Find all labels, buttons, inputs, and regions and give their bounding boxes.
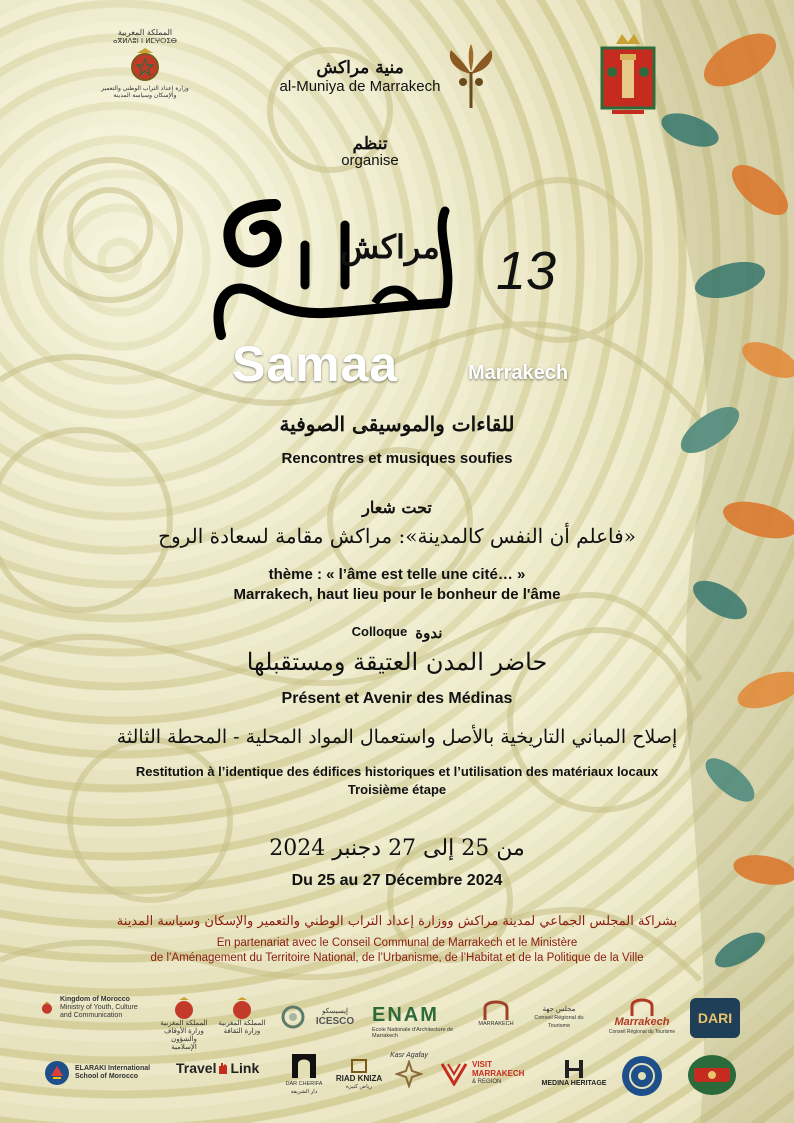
- sponsor-enam: [372, 1004, 472, 1039]
- door-icon: [290, 1052, 318, 1080]
- sponsor-name: ENAM: [372, 1004, 439, 1026]
- sponsor-sub: School of Morocco: [75, 1073, 138, 1080]
- edition-number: 13: [496, 241, 557, 301]
- sponsor-awqaf-ministry: [160, 996, 208, 1052]
- geometric-star-icon: [395, 1060, 423, 1088]
- organizer-block: [270, 58, 450, 95]
- title-marrakech-latin: Marrakech: [468, 362, 569, 384]
- subtitle-fr: Rencontres et musiques soufies: [281, 450, 513, 467]
- sponsor-sub: Ministry of Youth, Culture and Communication: [59, 1004, 138, 1019]
- sponsor-name: VISIT: [472, 1060, 493, 1069]
- sponsor-sub: & REGION: [472, 1079, 502, 1085]
- theme-line1-fr: thème : « l’âme est telle une cité… »: [268, 566, 526, 583]
- sponsor-name-2: Link: [230, 1060, 260, 1076]
- hand-icon: [216, 1061, 230, 1075]
- coat-of-arms-icon: [170, 996, 198, 1020]
- organise-block: [320, 134, 420, 169]
- sponsor-visit-marrakech: [440, 1060, 536, 1087]
- dates-fr: Du 25 au 27 Décembre 2024: [291, 872, 503, 889]
- sponsor-icesco: [310, 1008, 360, 1027]
- theme-line2-fr: Marrakech, haut lieu pour le bonheur de l'âme: [233, 586, 561, 603]
- sponsor-sub: Conseil Régional du Tourisme: [534, 1015, 584, 1029]
- organizer-name-fr: al-Muniya de Marrakech: [279, 78, 441, 95]
- sponsor-name: Marrakech: [614, 1016, 670, 1028]
- round-seal-icon: [620, 1054, 664, 1098]
- sponsor-name-2: MARRAKECH: [472, 1069, 525, 1078]
- sponsor-sub: وزارة الأوقاف والشؤون الإسلامية: [164, 1028, 204, 1051]
- colloque-label-ar: ندوة: [415, 624, 443, 642]
- colloque-label-fr: Colloque: [351, 624, 408, 639]
- theme-quote-ar: «فاعلم أن النفس كالمدينة»: مراكش مقامة لسعادة الروح: [158, 524, 636, 548]
- sponsor-dari: [690, 998, 740, 1038]
- partnership-ar: بشراكة المجلس الجماعي لمدينة مراكش ووزارة إعداد التراب الوطني والتعمير والإسكان وسياسة المدينة: [116, 914, 678, 929]
- ministry-sub-ar: وزارة إعداد التراب الوطني والتعمير والإسكان وسياسة المدينة: [101, 85, 189, 99]
- sponsor-sub: رياض كنيزة: [346, 1084, 372, 1090]
- sponsor-name: المملكة المغربية: [160, 1020, 208, 1027]
- sponsor-name: MEDINA HERITAGE: [541, 1080, 607, 1087]
- title-samaa-latin: Samaa: [232, 336, 399, 392]
- sponsor-name: DARI: [697, 1010, 733, 1026]
- sponsor-sub: إيسيسكو: [322, 1008, 348, 1015]
- colloque-sub-fr: Restitution à l’identique des édifices historiques et l’utilisation des matériaux locaux: [135, 764, 659, 779]
- sponsor-name: ICESCO: [315, 1016, 355, 1027]
- dates-ar: من 25 إلى 27 دجنبر 2024: [269, 836, 525, 861]
- sponsor-marrakech-tourism: [604, 998, 680, 1036]
- partnership-fr-line2: de l’Aménagement du Territoire National, de l’Urbanisme, de l’Habitat et de la Politique de la Ville: [150, 952, 644, 964]
- icesco-ring-icon: [280, 1004, 306, 1030]
- sponsor-name: MARRAKECH: [478, 1021, 514, 1027]
- sponsor-medina-heritage: [538, 1056, 610, 1087]
- marrakech-city-emblem-icon: [598, 32, 658, 116]
- sponsor-name: المملكة المغربية: [218, 1020, 266, 1027]
- medina-heritage-icon: [563, 1056, 585, 1080]
- ministry-label-tifinagh: ⴰⴳⵍⴷⵓⵏ ⵏ ⵍⵎⵖⵔⵉⴱ: [112, 37, 178, 45]
- theme-intro-ar: تحت شعار: [362, 498, 432, 517]
- decorative-badge-icon: [686, 1052, 738, 1098]
- sponsor-travel-link: [176, 1060, 276, 1076]
- visit-marrakech-mark-icon: [440, 1062, 468, 1086]
- sponsor-culture-ministry: [216, 996, 268, 1036]
- colloque-title-ar: حاضر المدن العتيقة ومستقبلها: [246, 648, 548, 676]
- colloque-title-fr: Présent et Avenir des Médinas: [281, 690, 513, 707]
- organise-fr: organise: [341, 152, 399, 169]
- colloque-label: [322, 624, 472, 642]
- sponsor-name: Kasr Agafay: [390, 1052, 428, 1059]
- sponsor-sub: وزارة الثقافة: [223, 1028, 261, 1035]
- partnership-fr-line1: En partenariat avec le Conseil Communal de Marrakech et le Ministère: [216, 937, 578, 949]
- title-city-ar: مراكش: [340, 228, 440, 266]
- arch-icon: [630, 998, 654, 1016]
- sponsor-sub: دار الشريفة: [290, 1089, 318, 1095]
- school-crest-icon: [44, 1060, 70, 1086]
- sponsor-kasr-agafay: [384, 1052, 434, 1088]
- sponsor-name: مجلس جهة: [542, 1006, 576, 1013]
- sponsor-sub: Ecole Nationale d'Architecture de Marrakech: [372, 1027, 454, 1039]
- sponsor-sub: Conseil Régional du Tourisme: [608, 1029, 676, 1035]
- riad-emblem-icon: [350, 1058, 368, 1074]
- subtitle-ar: للقاءات والموسيقى الصوفية: [279, 412, 515, 436]
- colloque-sub-ar: إصلاح المباني التاريخية بالأصل واستعمال المواد المحلية - المحطة الثالثة: [116, 726, 678, 748]
- ministry-label-ar: المملكة المغربية: [117, 28, 173, 37]
- coat-of-arms-icon: [228, 996, 256, 1020]
- sponsor-dar-cherifa: [282, 1052, 326, 1096]
- sponsor-name: Kingdom of Morocco: [59, 996, 130, 1003]
- sponsor-name: Travel: [176, 1060, 217, 1076]
- muniya-palm-logo-icon: [443, 42, 499, 110]
- coat-of-arms-icon: [40, 997, 54, 1019]
- sponsor-riad-kniza: [330, 1058, 388, 1091]
- sponsor-marrakech-mark: [474, 998, 518, 1028]
- sponsor-youth-culture-ministry: [40, 996, 150, 1020]
- sponsor-elaraki-school: [44, 1060, 164, 1086]
- ministry-logo: [90, 28, 200, 99]
- coat-of-arms-icon: [125, 45, 165, 85]
- sponsor-regional-council: [524, 1006, 594, 1030]
- organizer-name-ar: منية مراكش: [316, 58, 404, 78]
- sponsor-name: RIAD KNIZA: [335, 1074, 383, 1083]
- arch-icon: [483, 998, 509, 1020]
- organise-ar: تنظم: [352, 134, 388, 154]
- sponsor-name: ELARAKI International: [75, 1065, 151, 1072]
- colloque-stage-fr: Troisième étape: [347, 782, 447, 797]
- sponsor-name: DAR CHERIFA: [285, 1081, 323, 1087]
